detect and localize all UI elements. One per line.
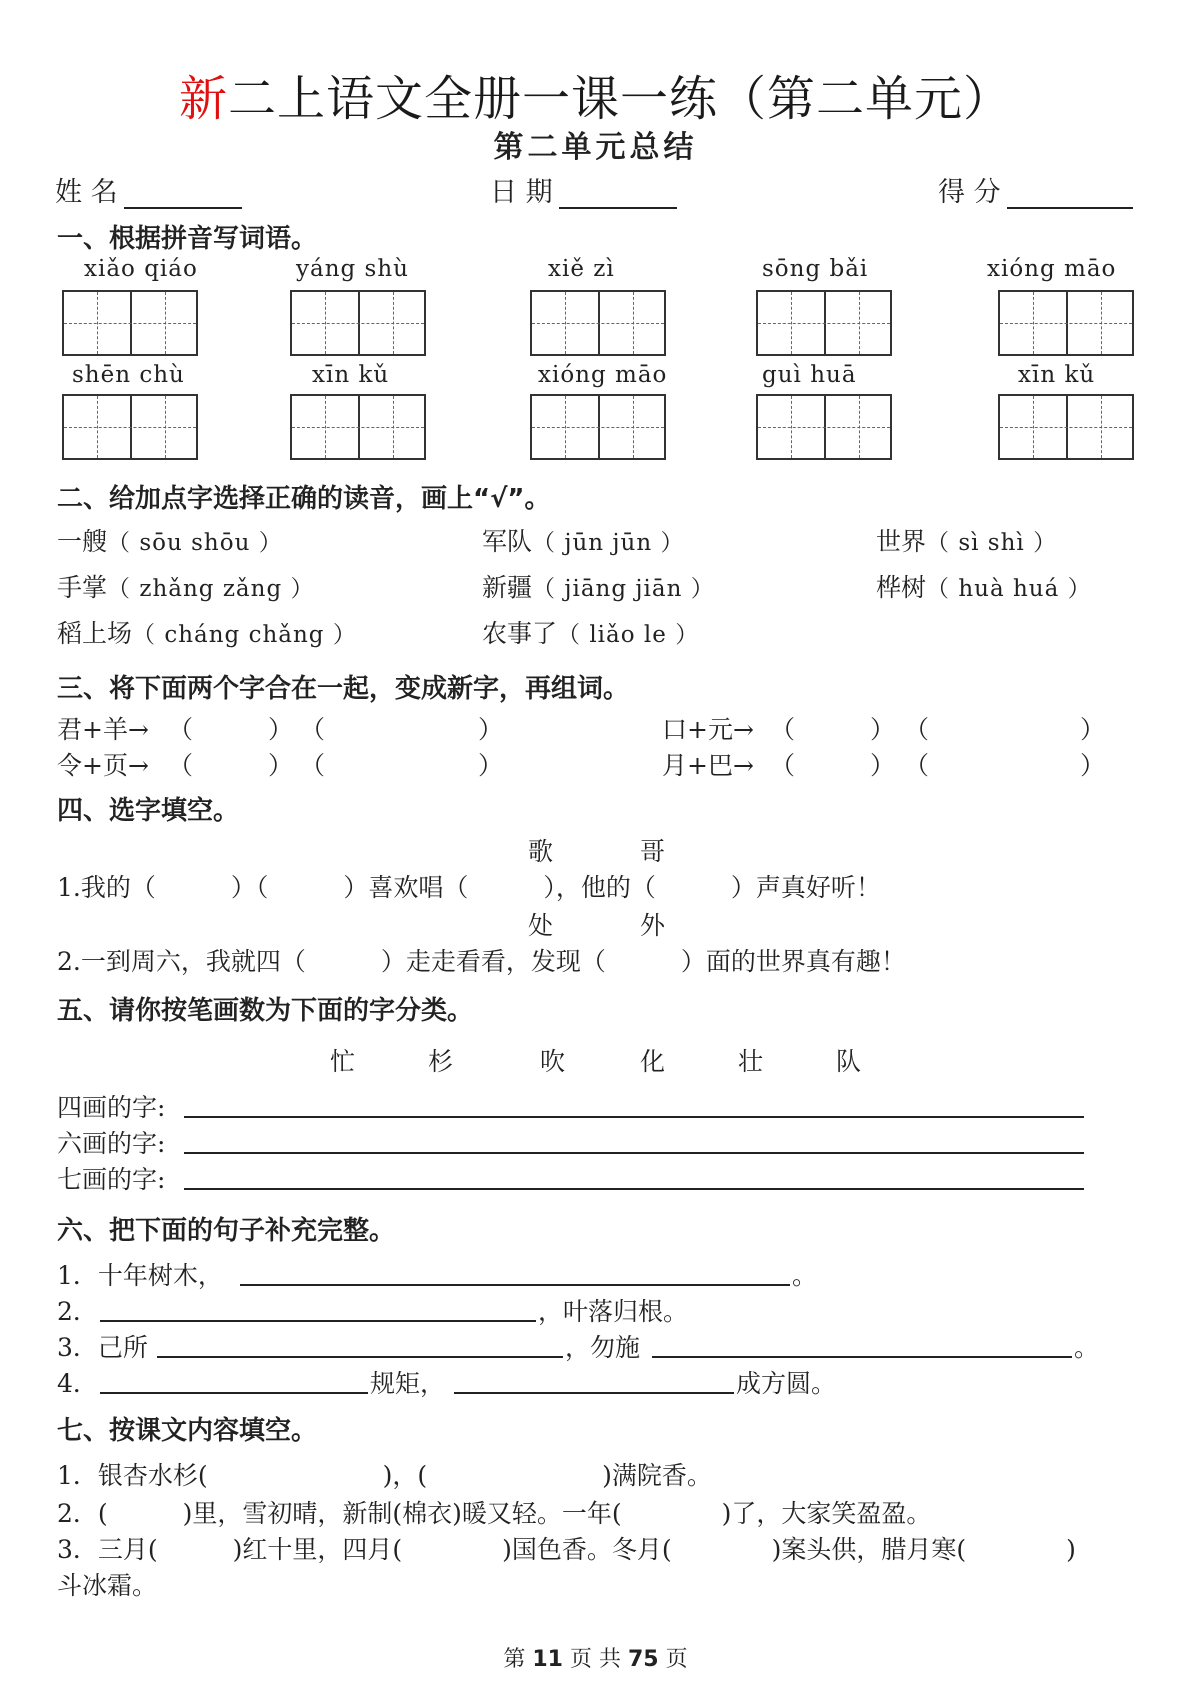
answer-line[interactable]: [652, 1356, 1072, 1358]
footer-text: 第: [503, 1647, 526, 1672]
item-options[interactable]: （ huà huá ）: [926, 576, 1092, 602]
sort-char: 杉: [428, 1047, 454, 1076]
pinyin-label: xióng māo: [987, 256, 1117, 282]
writing-grid[interactable]: [62, 394, 198, 460]
current-page: 11: [532, 1647, 563, 1672]
combine-item: 令+页→: [57, 751, 149, 780]
answer-bracket-left[interactable]: （: [168, 751, 194, 780]
combine-item: 月+巴→: [662, 751, 754, 780]
sentence-text: 。: [792, 1261, 818, 1290]
answer-line[interactable]: [240, 1284, 790, 1286]
writing-grid[interactable]: [62, 290, 198, 356]
stroke-label: 七画的字:: [57, 1165, 166, 1194]
name-field: [55, 170, 242, 209]
writing-grid[interactable]: [290, 290, 426, 356]
item-word: 世界: [876, 527, 927, 556]
answer-line[interactable]: [184, 1116, 1084, 1118]
item-word: 一艘: [57, 527, 108, 556]
pinyin-label: sōng bǎi: [762, 256, 869, 282]
answer-bracket-right: ）: [1080, 715, 1106, 744]
answer-line[interactable]: [100, 1392, 368, 1394]
section-1-heading: 一、根据拼音写词语。: [57, 224, 318, 254]
writing-grid[interactable]: [756, 394, 892, 460]
fill-sentence-1[interactable]: 1．银杏水杉( )，( )满院香。: [57, 1461, 712, 1490]
answer-line[interactable]: [454, 1392, 734, 1394]
section-7-heading: 七、按课文内容填空。: [57, 1416, 318, 1446]
stroke-label: 六画的字:: [57, 1129, 166, 1158]
pinyin-label: guì huā: [762, 362, 857, 388]
answer-bracket-right: ）: [870, 751, 896, 780]
total-pages: 75: [628, 1647, 659, 1672]
writing-grid[interactable]: [530, 290, 666, 356]
writing-grid[interactable]: [998, 290, 1134, 356]
pinyin-label: shēn chù: [72, 362, 185, 388]
section-6-heading: 六、把下面的句子补充完整。: [57, 1216, 396, 1246]
pinyin-label: xióng māo: [538, 362, 668, 388]
combine-item: 口+元→: [662, 715, 754, 744]
section-4-heading: 四、选字填空。: [57, 796, 240, 826]
sentence-text: ，叶落归根。: [538, 1297, 689, 1326]
item-word: 农事了: [482, 619, 558, 648]
item-options[interactable]: （ zhǎng zǎng ）: [107, 576, 315, 602]
answer-line[interactable]: [184, 1152, 1084, 1154]
score-label: 得 分: [938, 177, 1001, 208]
date-label: 日 期: [490, 177, 553, 208]
answer-line[interactable]: [157, 1356, 563, 1358]
item-options[interactable]: （ sōu shōu ）: [107, 530, 283, 556]
title-main: 二上语文全册一课一练（第二单元）: [228, 71, 1013, 127]
item-options[interactable]: （ sì shì ）: [926, 530, 1058, 556]
pinyin-label: xiě zì: [548, 256, 615, 282]
item-word: 军队: [482, 527, 533, 556]
item-word: 桦树: [876, 573, 927, 602]
writing-grid[interactable]: [530, 394, 666, 460]
title-prefix: 新: [178, 71, 228, 127]
answer-line[interactable]: [100, 1320, 536, 1322]
section-2-heading: 二、给加点字选择正确的读音，画上“√”。: [57, 484, 551, 514]
name-blank[interactable]: [124, 181, 242, 209]
sort-char: 队: [836, 1047, 862, 1076]
writing-grid[interactable]: [756, 290, 892, 356]
page-footer: [0, 1642, 1191, 1673]
item-word: 稻上场: [57, 619, 133, 648]
writing-grid[interactable]: [998, 394, 1134, 460]
footer-text: 页 共: [570, 1647, 621, 1672]
sort-char: 壮: [738, 1047, 764, 1076]
item-options[interactable]: （ liǎo le ）: [557, 622, 700, 648]
reading-item: [876, 522, 1057, 558]
sort-char: 忙: [330, 1047, 356, 1076]
sentence-text: 4．: [57, 1369, 98, 1398]
sentence-text: ，勿施: [565, 1333, 641, 1362]
stroke-label: 四画的字:: [57, 1093, 166, 1122]
item-options[interactable]: （ jūn jūn ）: [532, 530, 685, 556]
sentence-text: 1．十年树木，: [57, 1261, 223, 1290]
fill-sentence-3[interactable]: 3．三月( )红十里，四月( )国色香。冬月( )案头供，腊月寒( ): [57, 1535, 1076, 1564]
item-options[interactable]: （ cháng chǎng ）: [132, 622, 357, 648]
score-field: [938, 170, 1133, 209]
combine-item: 君+羊→: [57, 715, 149, 744]
sort-char: 化: [640, 1047, 666, 1076]
sentence-text: 规矩，: [370, 1369, 446, 1398]
page-subtitle: 第二单元总结: [493, 130, 698, 165]
item-options[interactable]: （ jiāng jiān ）: [532, 576, 715, 602]
section-3-heading: 三、将下面两个字合在一起，变成新字，再组词。: [57, 674, 630, 704]
sentence-text: 。: [1074, 1333, 1100, 1362]
answer-bracket-left[interactable]: （: [300, 751, 326, 780]
choice-char: 外: [640, 911, 666, 940]
item-word: 手掌: [57, 573, 108, 602]
answer-bracket-right: ）: [870, 715, 896, 744]
pinyin-label: xīn kǔ: [1018, 362, 1096, 388]
answer-bracket-right: ）: [268, 715, 294, 744]
sentence-text: 3．己所: [57, 1333, 148, 1362]
choice-char: 处: [528, 911, 554, 940]
reading-item: [57, 614, 357, 650]
score-blank[interactable]: [1007, 181, 1133, 209]
fill-sentence-3-cont: 斗冰霜。: [57, 1571, 158, 1600]
writing-grid[interactable]: [290, 394, 426, 460]
choice-char: 歌: [528, 837, 554, 866]
name-label: 姓 名: [55, 177, 118, 208]
date-field: [490, 170, 677, 209]
answer-bracket-right: ）: [268, 751, 294, 780]
reading-item: [482, 522, 684, 558]
answer-bracket-left[interactable]: （: [168, 715, 194, 744]
answer-bracket-right: ）: [478, 751, 504, 780]
reading-item: [57, 522, 283, 558]
pinyin-label: yáng shù: [296, 256, 409, 282]
pinyin-label: xīn kǔ: [312, 362, 390, 388]
fill-sentence-1[interactable]: 1.我的（ ）（ ）喜欢唱（ ），他的（ ）声真好听！: [57, 873, 881, 902]
answer-bracket-right: ）: [1080, 751, 1106, 780]
item-word: 新疆: [482, 573, 533, 602]
answer-bracket-left[interactable]: （: [770, 715, 796, 744]
answer-line[interactable]: [184, 1188, 1084, 1190]
reading-item: [876, 568, 1092, 604]
reading-item: [482, 614, 699, 650]
answer-bracket-left[interactable]: （: [300, 715, 326, 744]
reading-item: [482, 568, 715, 604]
sentence-text: 2．: [57, 1297, 98, 1326]
choice-char: 哥: [640, 837, 666, 866]
answer-bracket-right: ）: [478, 715, 504, 744]
fill-sentence-2[interactable]: 2.一到周六，我就四（ ）走走看看，发现（ ）面的世界真有趣！: [57, 947, 906, 976]
sentence-text: 成方圆。: [736, 1369, 837, 1398]
answer-bracket-left[interactable]: （: [770, 751, 796, 780]
section-5-heading: 五、请你按笔画数为下面的字分类。: [57, 996, 474, 1026]
fill-sentence-2[interactable]: 2．( )里，雪初晴，新制(棉衣)暖又轻。一年( )了，大家笑盈盈。: [57, 1499, 932, 1528]
answer-bracket-left[interactable]: （: [904, 751, 930, 780]
date-blank[interactable]: [559, 181, 677, 209]
footer-text: 页: [665, 1647, 688, 1672]
page-title: [0, 60, 1191, 129]
reading-item: [57, 568, 315, 604]
pinyin-label: xiǎo qiáo: [84, 256, 198, 282]
answer-bracket-left[interactable]: （: [904, 715, 930, 744]
sort-char: 吹: [540, 1047, 566, 1076]
